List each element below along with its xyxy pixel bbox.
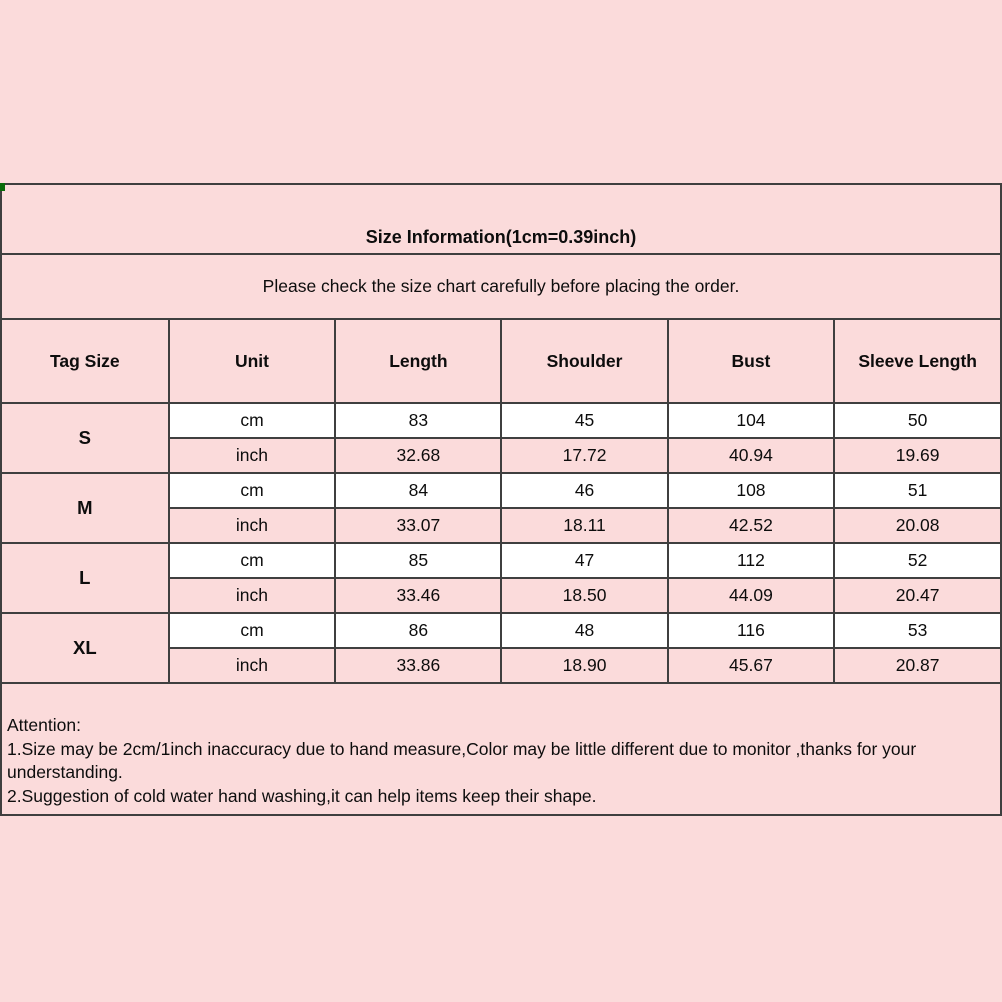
table-row-l-cm xyxy=(2,543,1000,578)
value-cell: 53 xyxy=(834,613,1000,648)
column-header-shoulder: Shoulder xyxy=(501,320,667,403)
value-cell: 20.47 xyxy=(834,578,1000,613)
attention-note-2: 2.Suggestion of cold water hand washing,it can help items keep their shape. xyxy=(7,785,597,806)
value-cell: 83 xyxy=(335,403,501,438)
value-cell: 45.67 xyxy=(668,648,835,683)
value-cell: 104 xyxy=(668,403,835,438)
value-cell: 18.90 xyxy=(501,648,667,683)
value-cell: 85 xyxy=(335,543,501,578)
attention-note-1: 1.Size may be 2cm/1inch inaccuracy due to hand measure,Color may be little different due to monitor ,thanks for your understanding. xyxy=(7,738,917,782)
value-cell: 17.72 xyxy=(501,438,667,473)
value-cell: 50 xyxy=(834,403,1000,438)
size-information-sheet xyxy=(0,183,1002,816)
unit-cell: inch xyxy=(169,438,336,473)
unit-cell: inch xyxy=(169,578,336,613)
size-tag-xl: XL xyxy=(2,613,169,683)
value-cell: 32.68 xyxy=(335,438,501,473)
value-cell: 18.50 xyxy=(501,578,667,613)
value-cell: 86 xyxy=(335,613,501,648)
value-cell: 47 xyxy=(501,543,667,578)
value-cell: 20.87 xyxy=(834,648,1000,683)
value-cell: 52 xyxy=(834,543,1000,578)
column-header-sleeve-length: Sleeve Length xyxy=(834,320,1000,403)
value-cell: 51 xyxy=(834,473,1000,508)
value-cell: 33.07 xyxy=(335,508,501,543)
value-cell: 18.11 xyxy=(501,508,667,543)
unit-cell: inch xyxy=(169,508,336,543)
table-header-row xyxy=(2,320,1000,403)
size-table xyxy=(2,320,1000,684)
column-header-length: Length xyxy=(335,320,501,403)
sheet-subtitle: Please check the size chart carefully before placing the order. xyxy=(2,255,1000,320)
value-cell: 20.08 xyxy=(834,508,1000,543)
green-corner-artifact xyxy=(0,183,5,191)
unit-cell: cm xyxy=(169,613,336,648)
column-header-unit: Unit xyxy=(169,320,336,403)
value-cell: 108 xyxy=(668,473,835,508)
column-header-bust: Bust xyxy=(668,320,835,403)
value-cell: 116 xyxy=(668,613,835,648)
size-tag-m: M xyxy=(2,473,169,543)
value-cell: 33.86 xyxy=(335,648,501,683)
table-row-m-cm xyxy=(2,473,1000,508)
size-tag-s: S xyxy=(2,403,169,473)
unit-cell: cm xyxy=(169,543,336,578)
value-cell: 84 xyxy=(335,473,501,508)
value-cell: 19.69 xyxy=(834,438,1000,473)
attention-heading: Attention: xyxy=(7,715,81,735)
value-cell: 33.46 xyxy=(335,578,501,613)
value-cell: 48 xyxy=(501,613,667,648)
sheet-title: Size Information(1cm=0.39inch) xyxy=(2,185,1000,255)
value-cell: 40.94 xyxy=(668,438,835,473)
attention-block xyxy=(2,684,1000,814)
unit-cell: cm xyxy=(169,473,336,508)
unit-cell: cm xyxy=(169,403,336,438)
value-cell: 44.09 xyxy=(668,578,835,613)
table-row-s-cm xyxy=(2,403,1000,438)
unit-cell: inch xyxy=(169,648,336,683)
column-header-tag-size: Tag Size xyxy=(2,320,169,403)
table-row-xl-cm xyxy=(2,613,1000,648)
value-cell: 45 xyxy=(501,403,667,438)
size-tag-l: L xyxy=(2,543,169,613)
value-cell: 46 xyxy=(501,473,667,508)
value-cell: 112 xyxy=(668,543,835,578)
value-cell: 42.52 xyxy=(668,508,835,543)
